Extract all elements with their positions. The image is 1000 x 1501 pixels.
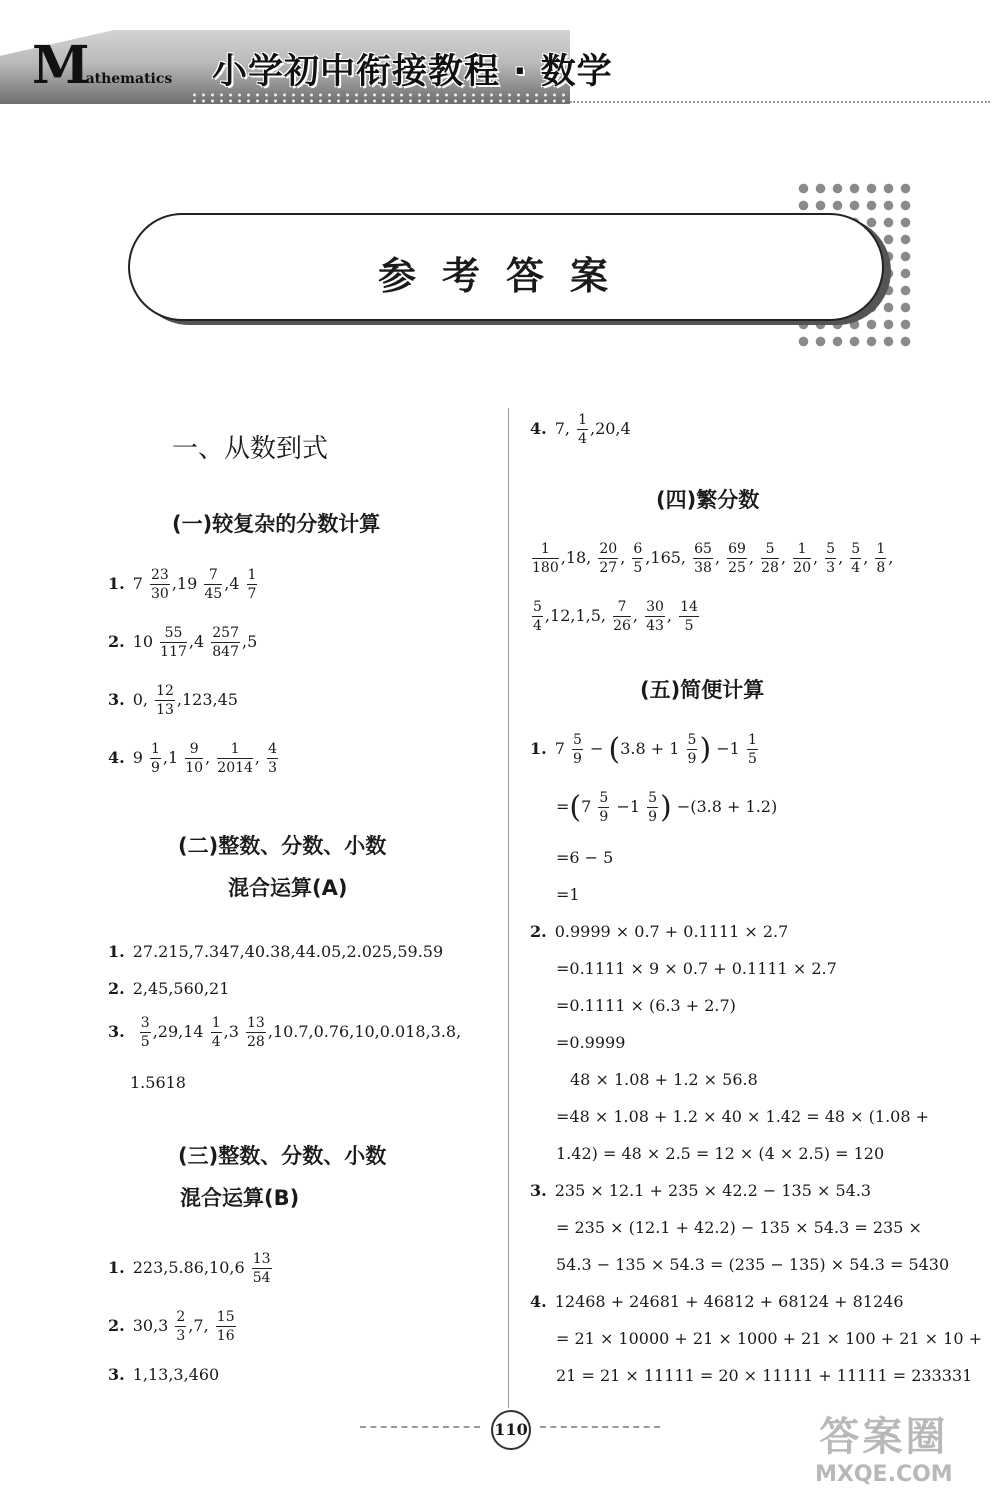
answer-line: 4. 7, $\frac{1}{4}$ ,20,4 (530, 412, 631, 447)
chapter-title: 一、从数到式 (171, 434, 328, 464)
answer-line: = 235 × (12.1 + 42.2) − 135 × 54.3 = 235 × (556, 1218, 922, 1237)
mathematics-logo (32, 35, 173, 96)
title-banner (128, 213, 884, 321)
section-heading-2: (二)整数、分数、小数 (178, 834, 387, 858)
answer-line: 2. 30,3 $\frac{2}{3}$ ,7, $\frac{15}{16}$ (108, 1309, 235, 1344)
answer-line: 1. 223,5.86,10,6 $\frac{13}{54}$ (108, 1251, 271, 1286)
section-heading-2-sub: 混合运算(A) (228, 876, 348, 900)
column-divider (508, 408, 509, 1408)
answer-line: =0.1111 × 9 × 0.7 + 0.1111 × 2.7 (556, 959, 837, 978)
header-dotted-rule (570, 101, 990, 103)
logo-initial: M (32, 35, 90, 96)
watermark (815, 1405, 953, 1487)
watermark-bottom: MXQE.COM (815, 1462, 953, 1487)
answer-line: $\frac{1}{180}$ ,18, $\frac{20}{27}$ , $\frac{6}{5}$ ,165, $\frac{65}{38}$ , $\frac{69}{25}$ , $\frac{5}{28}$ , $\frac{1}{20}$ , $\frac{5}{3}$ , $\frac{5}{4}$ , $\frac{1}{8}$ , (532, 541, 894, 576)
answer-line: 54.3 − 135 × 54.3 = (235 − 135) × 54.3 = 5430 (556, 1255, 950, 1274)
book-title: 小学初中衔接教程 · 数学 (212, 52, 613, 92)
answer-line: 21 = 21 × 11111 = 20 × 11111 + 11111 = 233331 (556, 1366, 973, 1385)
answer-line: 3. $\frac{3}{5}$ ,29,14 $\frac{1}{4}$ ,3 $\frac{13}{28}$ ,10.7,0.76,10,0.018,3.8, (108, 1015, 462, 1050)
answer-line: 3. 235 × 12.1 + 235 × 42.2 − 135 × 54.3 (530, 1181, 872, 1200)
answer-line: 1. 7 $\frac{23}{30}$ ,19 $\frac{7}{45}$ ,4 $\frac{1}{7}$ (108, 567, 257, 602)
section-heading-1: (一)较复杂的分数计算 (172, 512, 381, 536)
logo-rest: athematics (85, 71, 173, 87)
page-title: 参考答案 (377, 253, 634, 298)
answer-line: 2. 10 $\frac{55}{117}$ ,4 $\frac{257}{847}$ ,5 (108, 625, 258, 660)
page-number: 110 (491, 1410, 531, 1450)
answer-line: 3. 1,13,3,460 (108, 1365, 220, 1384)
answer-line: =6 − 5 (556, 848, 614, 867)
section-heading-3: (三)整数、分数、小数 (178, 1144, 387, 1168)
answer-line: 4. 12468 + 24681 + 46812 + 68124 + 81246 (530, 1292, 904, 1311)
answer-line: 3. 0, $\frac{12}{13}$ ,123,45 (108, 683, 238, 718)
answer-line: 1.42) = 48 × 2.5 = 12 × (4 × 2.5) = 120 (556, 1144, 885, 1163)
page-number-rule-right (540, 1426, 660, 1428)
watermark-top: 答案圈 (819, 1414, 949, 1460)
answer-line: $\frac{5}{4}$ ,12,1,5, $\frac{7}{26}$ , $\frac{30}{43}$ , $\frac{14}{5}$ (533, 599, 698, 634)
answer-line: =1 (556, 885, 580, 904)
answer-line: 4. 9 $\frac{1}{9}$ ,1 $\frac{9}{10}$ , $\frac{1}{2014}$ , $\frac{4}{3}$ (108, 741, 278, 776)
answer-line-continued: 1.5618 (130, 1073, 186, 1092)
answer-line: =48 × 1.08 + 1.2 × 40 × 1.42 = 48 × (1.08 + (556, 1107, 930, 1126)
section-heading-4: (四)繁分数 (656, 488, 760, 512)
answer-line: 2. 0.9999 × 0.7 + 0.1111 × 2.7 (530, 922, 789, 941)
answer-line: 48 × 1.08 + 1.2 × 56.8 (570, 1070, 758, 1089)
section-heading-3-sub: 混合运算(B) (180, 1186, 300, 1210)
answer-line: =(7 $\frac{5}{9}$ −1 $\frac{5}{9}$ ) −(3.8 + 1.2) (556, 790, 778, 825)
answer-line: 1. 7 $\frac{5}{9}$ − (3.8 + 1 $\frac{5}{9}$ ) −1 $\frac{1}{5}$ (530, 732, 757, 767)
answer-line: 2. 2,45,560,21 (108, 979, 230, 998)
answer-line: =0.1111 × (6.3 + 2.7) (556, 996, 736, 1015)
section-heading-5: (五)简便计算 (640, 678, 765, 702)
page-number-rule-left (360, 1426, 480, 1428)
answer-line: =0.9999 (556, 1033, 626, 1052)
answer-line: = 21 × 10000 + 21 × 1000 + 21 × 100 + 21 × 10 + (556, 1329, 982, 1348)
answer-line: 1. 27.215,7.347,40.38,44.05,2.025,59.59 (108, 942, 444, 961)
